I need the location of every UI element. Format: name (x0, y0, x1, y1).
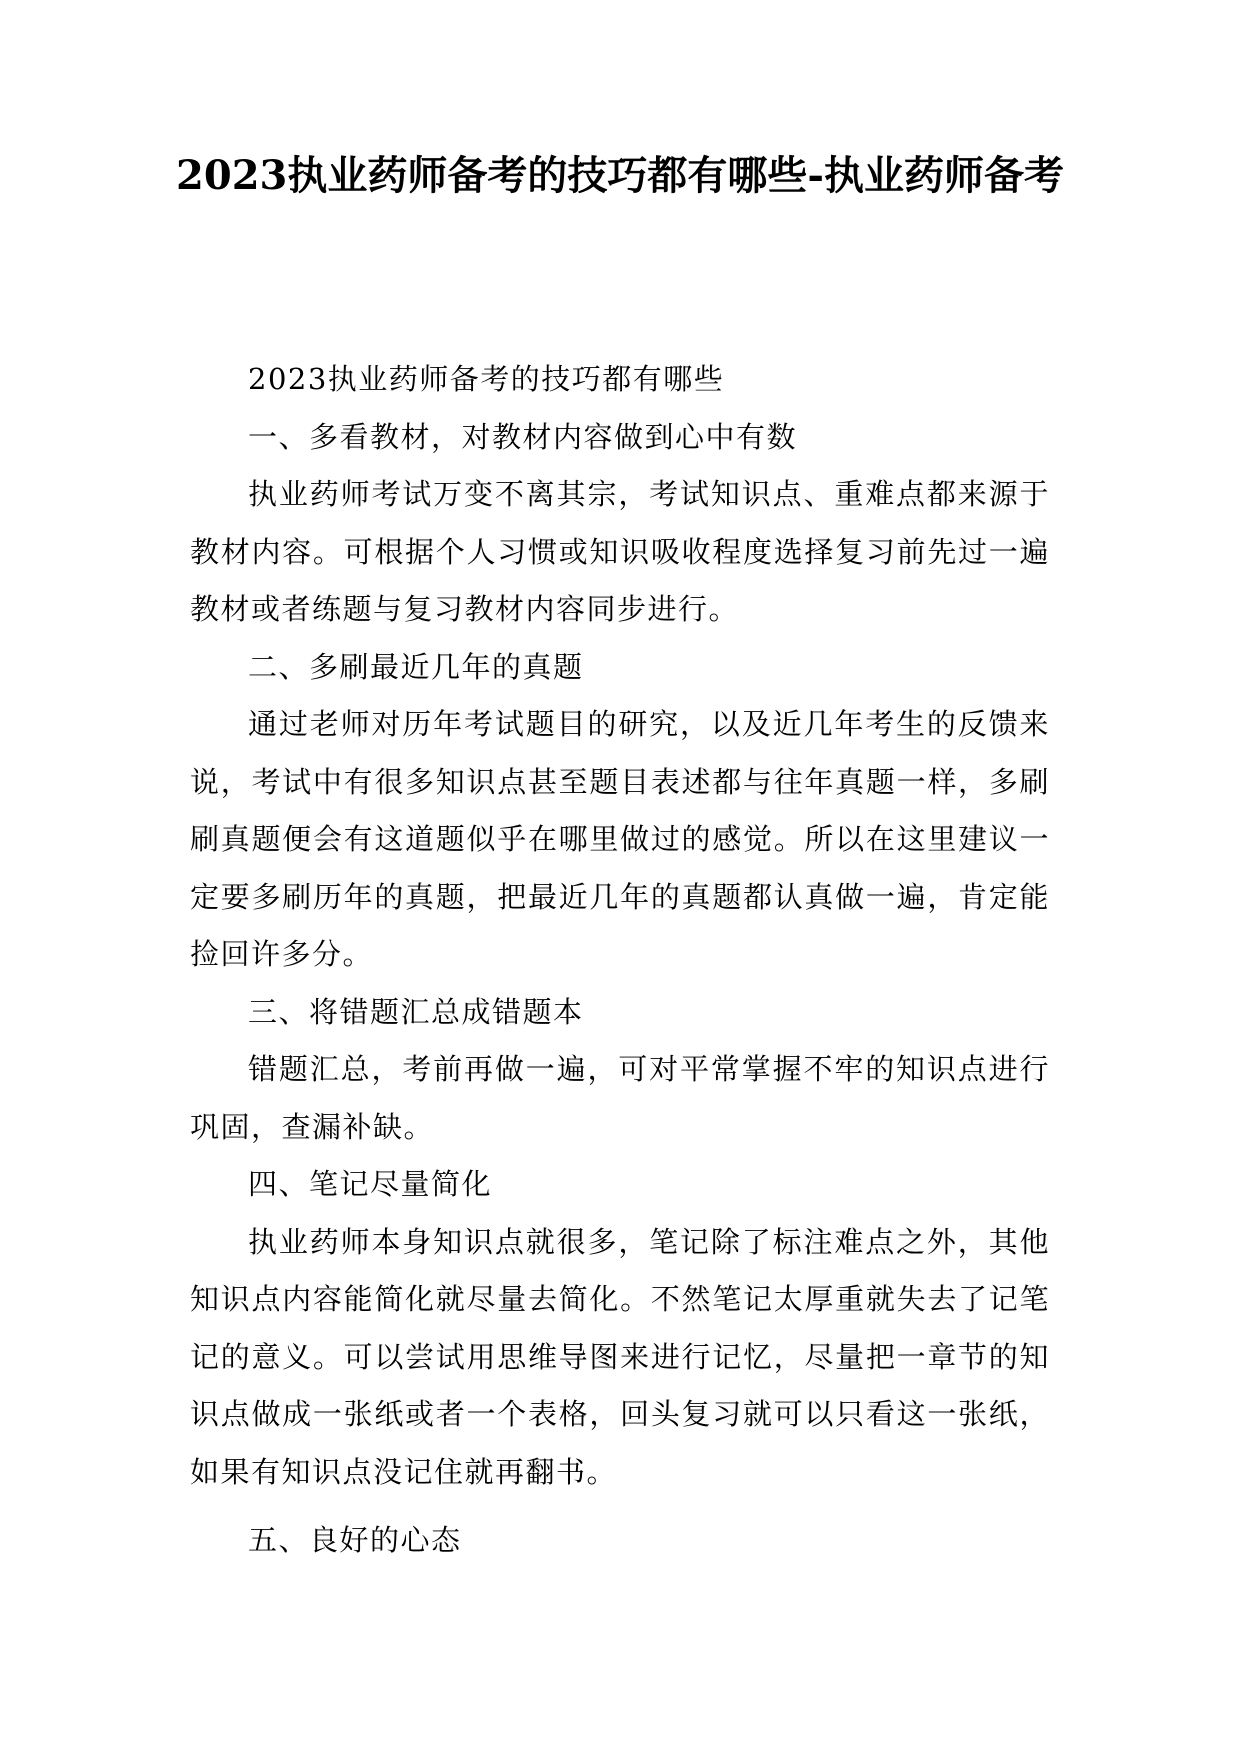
body-paragraph-2: 通过老师对历年考试题目的研究，以及近几年考生的反馈来说，考试中有很多知识点甚至题目表述都与往年真题一样，多刷刷真题便会有这道题似乎在哪里做过的感觉。所以在这里建议一定要多刷历年的真题，把最近几年的真题都认真做一遍，肯定能捡回许多分。 (190, 707, 1050, 971)
body-paragraph-1: 执业药师考试万变不离其宗，考试知识点、重难点都来源于教材内容。可根据个人习惯或知识吸收程度选择复习前先过一遍教材或者练题与复习教材内容同步进行。 (190, 477, 1050, 626)
body-paragraph-3: 错题汇总，考前再做一遍，可对平常掌握不牢的知识点进行巩固，查漏补缺。 (190, 1052, 1050, 1144)
subtitle-paragraph: 2023执业药师备考的技巧都有哪些 (248, 362, 725, 396)
section-heading-2: 二、多刷最近几年的真题 (248, 649, 584, 684)
document-title: 2023执业药师备考的技巧都有哪些-执业药师备考 (176, 152, 1064, 199)
document-body (190, 351, 1050, 1570)
body-paragraph-4: 执业药师本身知识点就很多，笔记除了标注难点之外，其他知识点内容能简化就尽量去简化。不然笔记太厚重就失去了记笔记的意义。可以尝试用思维导图来进行记忆，尽量把一章节的知识点做成一张纸或者一个表格，回头复习就可以只看这一张纸，如果有知识点没记住就再翻书。 (190, 1224, 1050, 1489)
section-heading-4: 四、笔记尽量简化 (248, 1167, 493, 1201)
section-heading-3: 三、将错题汇总成错题本 (248, 994, 584, 1029)
section-heading-5: 五、良好的心态 (248, 1523, 462, 1557)
section-heading-1: 一、多看教材，对教材内容做到心中有数 (248, 419, 798, 454)
